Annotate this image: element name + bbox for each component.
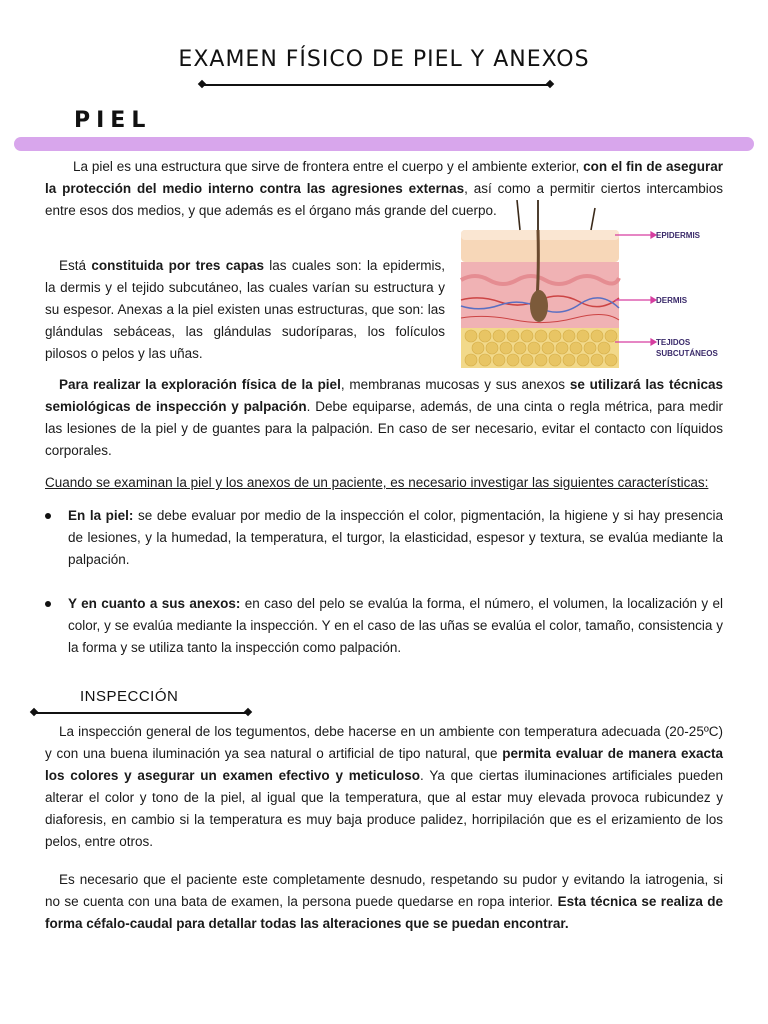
text-span: La inspección general de los tegumentos, debe hacerse en un ambiente con temperatura adecuada (20-25ºC) y con una buena iluminación ya sea natural o artificial de tipo natural, que [45, 724, 723, 761]
bullet-icon [45, 513, 51, 519]
bold-span: constituida por tres capas [91, 258, 264, 273]
characteristics-intro: Cuando se examinan la piel y los anexos de un paciente, es necesario investigar las siguientes características: [45, 475, 709, 490]
text-span: . Debe equiparse, además, de una cinta o regla métrica, para medir las lesiones de la piel y de guantes para la palpación. En caso de ser necesario, evitar el contacto con líquidos corporales. [45, 399, 723, 458]
text-span: se debe evaluar por medio de la inspección el color, pigmentación, la higiene y si hay presencia de lesiones, y la humedad, la temperatura, el turgor, la elasticidad, espesor y textura, se evalúa mediante la palpación. [68, 508, 723, 567]
characteristics-list [45, 505, 723, 571]
document-title: EXAMEN FÍSICO DE PIEL Y ANEXOS [178, 47, 590, 72]
label-dermis: DERMIS [656, 296, 688, 305]
bold-span: Para realizar la exploración física de la piel [59, 377, 341, 392]
bold-span: con el fin de asegurar la protección del medio interno contra las agresiones externas [45, 159, 723, 196]
label-subcutaneos: SUBCUTÁNEOS [656, 349, 718, 358]
bold-span: Esta técnica se realiza de forma céfalo-caudal para detallar todas las alteraciones que se puedan encontrar. [45, 894, 723, 931]
text-span: en caso del pelo se evalúa la forma, el número, el volumen, la localización y el color, y se evalúa mediante la inspección. Y en el caso de las uñas se evalúa el color, tamaño, consistencia y la forma y se utiliza tanto la inspección como palpación. [68, 596, 723, 655]
bullet-icon [45, 601, 51, 607]
text-span: La piel es una estructura que sirve de frontera entre el cuerpo y el ambiente exterior, [73, 159, 584, 174]
bold-span: se utilizará las técnicas semiológicas de inspección y palpación [45, 377, 724, 414]
intro-paragraph-3 [45, 374, 723, 462]
epidermis-layer [461, 230, 619, 262]
skin-layers-illustration [455, 200, 720, 370]
inspection-paragraph-2 [45, 869, 723, 935]
inspection-paragraph-1 [45, 721, 723, 853]
section-heading-piel: PIEL [74, 108, 152, 133]
list-item [45, 505, 723, 571]
bold-span: Y en cuanto a sus anexos: [68, 596, 241, 611]
text-span: las cuales son: la epidermis, la dermis y el tejido subcutáneo, las cuales varían su estructura y su espesor. Anexas a la piel existen unas estructuras, que son: las glándulas sebáceas, las glándulas sudoríparas, los folículos pilosos o pelos y las uñas. [45, 258, 446, 361]
section-highlight-bar [14, 137, 754, 151]
bold-span: En la piel: [68, 508, 134, 523]
intro-paragraph-2 [45, 255, 445, 365]
label-epidermis: EPIDERMIS [656, 231, 701, 240]
text-span: , así como a permitir ciertos intercambios entre esos dos medios, y que además es el órgano más grande del cuerpo. [45, 181, 723, 218]
inspection-heading: INSPECCIÓN [80, 688, 179, 705]
title-divider [202, 84, 550, 86]
text-span: Está [59, 258, 92, 273]
inspection-divider [34, 712, 248, 714]
label-tejidos: TEJIDOS [656, 338, 691, 347]
subcutaneous-layer [461, 328, 619, 368]
bold-span: permita evaluar de manera exacta los colores y asegurar un examen efectivo y meticuloso [45, 746, 723, 783]
text-span: . Ya que ciertas iluminaciones artificiales pueden alterar el color y tono de la piel, al igual que la temperatura, que al estar muy elevada provoca rubicundez y diaforesis, en cambio si la temperatura es muy baja produce palidez, horripilación que es el erizamiento de los pelos, entre otros. [45, 768, 724, 849]
label-arrows [615, 232, 656, 345]
list-item [45, 593, 723, 659]
characteristics-list-2 [45, 593, 723, 659]
text-span: , membranas mucosas y sus anexos [340, 377, 570, 392]
text-span: Es necesario que el paciente este completamente desnudo, respetando su pudor y evitando la iatrogenia, si no se cuenta con una bata de examen, la persona puede quedarse en ropa interior. [45, 872, 723, 909]
